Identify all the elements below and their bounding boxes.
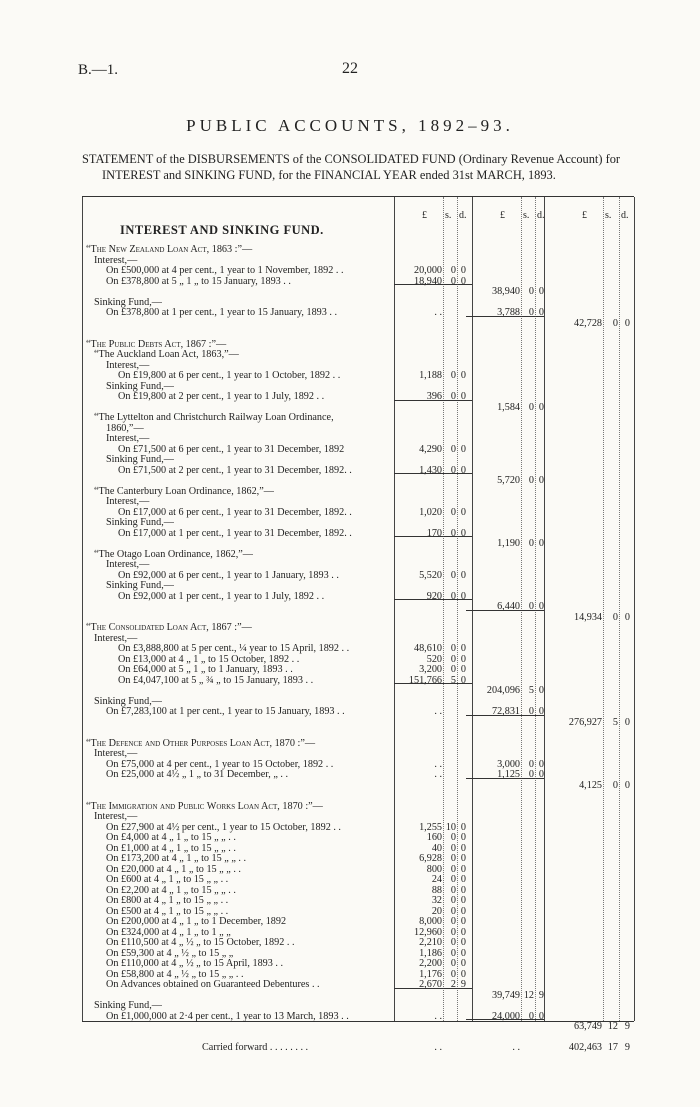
shillings-value: 5 [612,716,618,728]
shillings-value: 0 [450,569,456,581]
shillings-value: 0 [450,905,456,917]
shillings-value: 0 [528,475,534,486]
sum-rule [394,400,472,401]
col1-s-head: s. [445,210,452,221]
shillings-value: 0 [528,307,534,318]
pounds-value: 39,749 [491,989,520,1001]
row-description: On £75,000 at 4 per cent., 1 year to 15 October, 1892 . . [106,758,334,770]
accounts-table [82,196,634,1053]
sum-rule [394,683,472,684]
row-description: On £378,800 at 1 per cent., 1 year to 15 January, 1893 . . [106,307,338,318]
pence-value: 0 [460,926,466,938]
row-description: On £110,500 at 4 „ ½ „ to 15 October, 1892 . . [106,937,295,948]
pounds-value: 38,940 [491,286,520,297]
pounds-value: 6,440 [497,601,520,612]
row-description: On £500,000 at 4 per cent., 1 year to 1 November, 1892 . . [106,265,344,276]
pounds-value: 151,766 [408,674,442,686]
pounds-value: 3,200 [419,664,442,675]
shillings-value: 0 [528,401,534,413]
pence-value: 0 [460,664,466,675]
sum-rule [394,284,472,285]
pence-value: 0 [538,706,544,717]
row-description: Sinking Fund,— [106,380,174,392]
row-description: On £500 at 4 „ 1 „ to 15 „ „ . . [106,905,229,917]
pounds-value: 2,200 [419,958,442,969]
pounds-value: 1,188 [419,370,442,381]
pounds-value: 8,000 [419,916,442,927]
table-row [82,1041,634,1054]
pence-value: 0 [538,538,544,549]
shillings-value: 0 [528,706,534,717]
pounds-value: 920 [426,590,442,602]
shillings-value: 2 [450,979,456,990]
shillings-value: 0 [450,926,456,938]
shillings-value: 0 [450,937,456,948]
sum-rule [466,715,544,716]
row-description: On £4,047,100 at 5 „ ¾ „ to 15 January, 1893 . . [118,674,314,686]
shillings-value: 17 [607,1042,618,1053]
shillings-value: 0 [528,758,534,770]
document-reference: B.—1. [78,62,119,78]
pence-value: 0 [460,370,466,381]
row-description: Interest,— [94,748,138,759]
row-description: Interest,— [94,811,138,822]
row-description: On £13,000 at 4 „ 1 „ to 15 October, 1892 . . [118,653,300,665]
row-description: On £4,000 at 4 „ 1 „ to 15 „ „ . . [106,832,236,843]
row-description: On £92,000 at 1 per cent., 1 year to 1 July, 1892 . . [118,590,325,602]
row-description: On £17,000 at 6 per cent., 1 year to 31 December, 1892. . [118,506,352,518]
pence-value: 9 [624,1042,630,1053]
col3-d-head: d. [621,210,629,221]
shillings-value: 0 [528,538,534,549]
pounds-value: . . [434,1010,442,1022]
pounds-value: 40 [431,842,442,854]
shillings-value: 0 [450,506,456,518]
row-description: “The Defence and Other Purposes Loan Act, 1870 :”— [86,737,316,749]
row-description: On £1,000,000 at 2·4 per cent., 1 year to 13 March, 1893 . . [106,1010,349,1022]
page-number: 22 [342,60,358,77]
shillings-value: 0 [450,391,456,402]
shillings-value: 0 [450,643,456,654]
pounds-value: 396 [426,391,442,402]
pence-value: 0 [538,758,544,770]
row-description: “The Auckland Loan Act, 1863,”— [94,349,239,360]
pounds-value: 48,610 [413,643,442,654]
shillings-value: 0 [450,863,456,875]
pence-value: 0 [460,916,466,927]
sum-rule [466,778,544,779]
pounds-value: 276,927 [568,716,602,728]
page-title: PUBLIC ACCOUNTS, 1892–93. [186,116,514,135]
pounds-value: 800 [426,863,442,875]
statement-heading [82,151,642,183]
pounds-value: . . [434,758,442,770]
pounds-value: 1,190 [497,538,520,549]
pence-value: 0 [460,968,466,980]
shillings-value: 0 [528,286,534,297]
row-description: On £378,800 at 5 „ 1 „ to 15 January, 1893 . . [106,275,291,287]
pounds-value: 18,940 [413,275,442,287]
row-description: On £19,800 at 6 per cent., 1 year to 1 October, 1892 . . [118,370,341,381]
shillings-value: 0 [450,958,456,969]
pence-value: 0 [460,958,466,969]
sum-rule [466,316,544,317]
pence-value: 0 [460,674,466,686]
pence-value: 0 [460,643,466,654]
shillings-value: 0 [450,443,456,455]
pence-value: 0 [624,779,630,791]
pounds-value: 72,831 [491,706,520,717]
pounds-value: 204,096 [486,685,520,696]
sum-rule [466,610,544,611]
row-description: 1860,”— [106,422,144,434]
shillings-value: 0 [450,916,456,927]
row-description: On £58,800 at 4 „ ½ „ to 15 „ „ . . [106,968,244,980]
shillings-value: 0 [528,769,534,780]
shillings-value: 0 [450,265,456,276]
pounds-value: 160 [426,832,442,843]
pence-value: 9 [538,989,544,1001]
pence-value: 0 [538,475,544,486]
shillings-value: 5 [450,674,456,686]
pence-value: 0 [460,653,466,665]
col1-d-head: d. [459,210,467,221]
pence-value: 0 [460,853,466,864]
row-description: On £20,000 at 4 „ 1 „ to 15 „ „ . . [106,863,241,875]
pounds-value: 20 [431,905,442,917]
row-description: Interest,— [94,254,138,266]
row-description: On £7,283,100 at 1 per cent., 1 year to 15 January, 1893 . . [106,706,345,717]
sum-rule [394,988,472,989]
row-description: Sinking Fund,— [94,1000,162,1011]
pence-value: 0 [460,506,466,518]
shillings-value: 0 [528,1010,534,1022]
shillings-value: 0 [450,884,456,896]
shillings-value: 0 [450,590,456,602]
pounds-value: 402,463 [568,1042,602,1053]
sum-rule [394,536,472,537]
row-description: On £1,000 at 4 „ 1 „ to 15 „ „ . . [106,842,236,854]
pence-value: 0 [460,832,466,843]
shillings-value: 0 [450,947,456,959]
row-description: Interest,— [106,496,150,507]
row-description: On £64,000 at 5 „ 1 „ to 1 January, 1893 . . [118,664,293,675]
shillings-value: 0 [450,832,456,843]
pence-value: 0 [538,601,544,612]
pounds-value: 170 [426,527,442,539]
sum-rule [394,473,472,474]
pence-value: 0 [460,590,466,602]
pence-value: 0 [538,769,544,780]
shillings-value: 0 [450,275,456,287]
shillings-value: 0 [450,464,456,476]
pence-value: 0 [538,685,544,696]
row-description: “The Otago Loan Ordinance, 1862,”— [94,548,253,560]
pounds-value: 1,176 [419,968,442,980]
shillings-value: 0 [528,601,534,612]
statement-text: STATEMENT of the DISBURSEMENTS of the CONSOLIDATED FUND (Ordinary Revenue Account) for INTEREST and SINKING FUND, for the FINANCIAL YEAR ended 31st MARCH, 1893. [82,152,621,182]
row-description: “The Lyttelton and Christchurch Railway Loan Ordinance, [94,412,334,423]
pounds-value: 63,749 [573,1021,602,1032]
pence-value: 0 [460,464,466,476]
pounds-value: 520 [426,653,442,665]
sum-rule [466,1019,544,1020]
pounds-value: 42,728 [573,317,602,329]
row-description: On £17,000 at 1 per cent., 1 year to 31 December, 1892. . [118,527,352,539]
row-description: On £19,800 at 2 per cent., 1 year to 1 July, 1892 . . [118,391,325,402]
row-description: On £2,200 at 4 „ 1 „ to 15 „ „ . . [106,884,236,896]
row-description: Interest,— [94,632,138,644]
col2-pound-head: £ [500,210,505,221]
pence-value: 9 [624,1021,630,1032]
pounds-value: 3,000 [497,758,520,770]
pence-value: 0 [538,286,544,297]
row-description: Sinking Fund,— [94,296,162,308]
row-description: Carried forward . . . . . . . . [202,1042,309,1053]
pence-value: 0 [460,265,466,276]
pounds-value: 4,290 [419,443,442,455]
shillings-value: 12 [523,989,534,1001]
shillings-value: 0 [450,664,456,675]
pounds-value: 24,000 [491,1010,520,1022]
pence-value: 0 [538,401,544,413]
pounds-value: . . [434,307,442,318]
row-description: On £71,500 at 6 per cent., 1 year to 31 December, 1892 [118,443,345,455]
row-description: On £25,000 at 4½ „ 1 „ to 31 December, „ . . [106,769,289,780]
pence-value: 0 [460,443,466,455]
shillings-value: 12 [607,1021,618,1032]
shillings-value: 0 [612,611,618,623]
shillings-value: 0 [612,779,618,791]
row-description: “The Public Debts Act, 1867 :”— [86,338,227,350]
pounds-value: 14,934 [573,611,602,623]
pounds-value: 1,584 [497,401,520,413]
pence-value: 0 [460,884,466,896]
shillings-value: 0 [450,968,456,980]
pounds-value: 5,520 [419,569,442,581]
row-description: On £110,000 at 4 „ ½ „ to 15 April, 1893 . . [106,958,284,969]
row-description: Sinking Fund,— [94,695,162,707]
pounds-value: 20,000 [413,265,442,276]
pence-value: 0 [624,611,630,623]
sum-rule [394,599,472,600]
pounds-value: 1,020 [419,506,442,518]
shillings-value: 10 [445,821,456,833]
col3-s-head: s. [605,210,612,221]
shillings-value: 0 [450,527,456,539]
row-description: On £3,888,800 at 5 per cent., ¼ year to 15 April, 1892 . . [118,643,350,654]
row-description: On £59,300 at 4 „ ½ „ to 15 „ „ [106,947,234,959]
row-description: On £173,200 at 4 „ 1 „ to 15 „ „ . . [106,853,247,864]
pounds-value: 2,670 [419,979,442,990]
col3-pound-head: £ [582,210,587,221]
pence-value: 0 [460,905,466,917]
pounds-value: . . [434,1042,442,1053]
pounds-value: 1,125 [497,769,520,780]
pence-value: 0 [460,275,466,287]
row-description: “The Canterbury Loan Ordinance, 1862,”— [94,485,274,497]
shillings-value: 0 [450,653,456,665]
pence-value: 0 [460,863,466,875]
row-description: On £200,000 at 4 „ 1 „ to 1 December, 1892 [106,916,287,927]
pence-value: 0 [460,821,466,833]
row-description: On £600 at 4 „ 1 „ to 15 „ „ . . [106,874,229,885]
shillings-value: 5 [528,685,534,696]
shillings-value: 0 [450,842,456,854]
row-description: Interest,— [106,559,150,570]
pence-value: 0 [460,947,466,959]
pounds-value: 88 [431,884,442,896]
pounds-value: 4,125 [579,779,602,791]
row-description: On £27,900 at 4½ per cent., 1 year to 15 October, 1892 . . [106,821,341,833]
row-description: Sinking Fund,— [106,517,174,528]
row-description: “The Immigration and Public Works Loan Act, 1870 :”— [86,800,323,812]
row-description: On £92,000 at 6 per cent., 1 year to 1 January, 1893 . . [118,569,339,581]
row-description: Interest,— [106,433,150,444]
shillings-value: 0 [450,370,456,381]
pence-value: 0 [460,874,466,885]
pounds-value: . . [434,706,442,717]
shillings-value: 0 [450,874,456,885]
pounds-value: 6,928 [419,853,442,864]
pence-value: 0 [460,391,466,402]
pence-value: 0 [624,317,630,329]
row-description: “The Consolidated Loan Act, 1867 :”— [86,622,252,633]
pounds-value: 2,210 [419,937,442,948]
pence-value: 0 [460,937,466,948]
pounds-value: 12,960 [413,926,442,938]
pence-value: 0 [460,842,466,854]
col2-s-head: s. [523,210,530,221]
pounds-value: 24 [431,874,442,885]
row-description: On £800 at 4 „ 1 „ to 15 „ „ . . [106,895,229,906]
table-right-rule [634,197,635,1021]
pounds-value: 3,788 [497,307,520,318]
row-description: Sinking Fund,— [106,454,174,465]
pence-value: 0 [624,716,630,728]
pence-value: 9 [460,979,466,990]
pence-value: 0 [538,307,544,318]
row-description: On Advances obtained on Guaranteed Debentures . . [106,979,320,990]
row-description: On £71,500 at 2 per cent., 1 year to 31 December, 1892. . [118,464,352,476]
pounds-value: 1,430 [419,464,442,476]
shillings-value: 0 [612,317,618,329]
pounds-value: . . [512,1042,520,1053]
col2-d-head: d. [537,210,545,221]
pence-value: 0 [538,1010,544,1022]
pounds-value: 1,255 [419,821,442,833]
table-title: INTEREST AND SINKING FUND. [120,223,324,237]
shillings-value: 0 [450,895,456,906]
row-description: Interest,— [106,359,150,371]
pence-value: 0 [460,569,466,581]
row-description: On £324,000 at 4 „ 1 „ to 1 „ „ [106,926,231,938]
pence-value: 0 [460,895,466,906]
row-description: Sinking Fund,— [106,580,174,591]
col1-pound-head: £ [422,210,427,221]
pounds-value: . . [434,769,442,780]
pounds-value: 5,720 [497,475,520,486]
shillings-value: 0 [450,853,456,864]
pounds-value: 1,186 [419,947,442,959]
pounds-value: 32 [431,895,442,906]
row-description: “The New Zealand Loan Act, 1863 :”— [86,244,253,255]
pence-value: 0 [460,527,466,539]
